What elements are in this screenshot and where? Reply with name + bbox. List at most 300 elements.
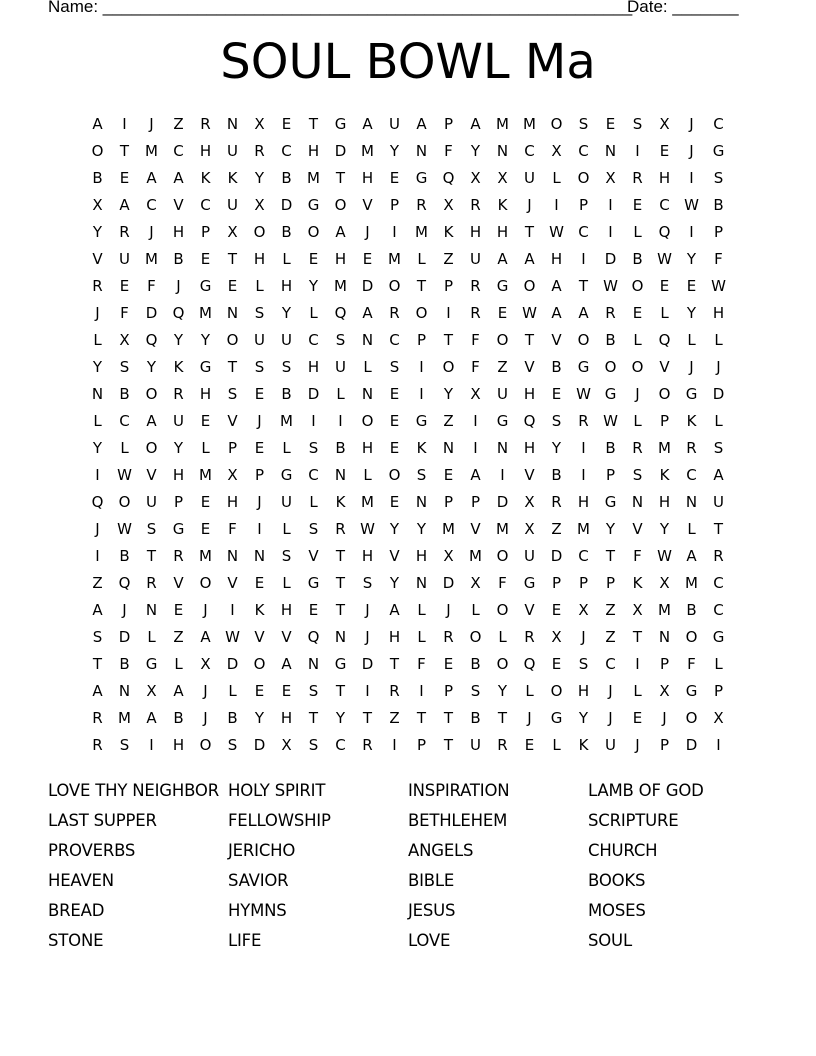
word-bank-item: BOOKS	[588, 871, 646, 890]
grid-letter: H	[712, 304, 725, 322]
grid-letter: E	[389, 493, 400, 511]
grid-letter: X	[281, 736, 292, 754]
grid-letter: V	[173, 196, 184, 214]
grid-letter: L	[147, 628, 156, 646]
grid-letter: C	[578, 223, 589, 241]
grid-letter: C	[281, 142, 292, 160]
grid-letter: D	[604, 250, 617, 268]
grid-letter: E	[605, 115, 616, 133]
grid-letter: X	[443, 196, 454, 214]
grid-letter: U	[524, 547, 535, 565]
grid-letter: O	[118, 493, 131, 511]
grid-letter: L	[498, 628, 507, 646]
grid-letter: X	[659, 682, 670, 700]
grid-letter: E	[659, 277, 670, 295]
grid-letter: H	[226, 493, 239, 511]
grid-letter: M	[415, 223, 428, 241]
grid-letter: E	[362, 250, 373, 268]
word-bank-item: HOLY SPIRIT	[228, 781, 326, 800]
grid-letter: J	[446, 601, 451, 619]
grid-letter: U	[281, 331, 292, 349]
grid-letter: D	[145, 304, 158, 322]
grid-letter: C	[659, 196, 670, 214]
grid-letter: N	[145, 601, 158, 619]
grid-letter: J	[662, 709, 667, 727]
grid-letter: R	[254, 142, 265, 160]
grid-letter: H	[361, 169, 374, 187]
grid-letter: X	[551, 142, 562, 160]
grid-letter: I	[689, 169, 694, 187]
grid-letter: I	[689, 223, 694, 241]
grid-letter: O	[199, 736, 212, 754]
grid-letter: I	[392, 736, 397, 754]
grid-letter: Y	[254, 709, 265, 727]
grid-letter: L	[363, 466, 372, 484]
grid-letter: F	[498, 574, 507, 592]
grid-letter: P	[578, 196, 589, 214]
grid-letter: I	[419, 682, 424, 700]
grid-row	[84, 678, 732, 705]
grid-letter: M	[199, 304, 212, 322]
grid-letter: L	[174, 655, 183, 673]
grid-letter: B	[227, 709, 238, 727]
grid-letter: L	[282, 520, 291, 538]
grid-letter: Y	[200, 331, 211, 349]
grid-letter: M	[199, 466, 212, 484]
grid-letter: E	[686, 277, 697, 295]
word-bank-row	[48, 776, 768, 806]
grid-letter: R	[416, 196, 427, 214]
grid-row	[84, 516, 732, 543]
grid-letter: N	[253, 547, 266, 565]
grid-letter: E	[119, 169, 130, 187]
grid-letter: V	[524, 358, 535, 376]
grid-letter: L	[282, 574, 291, 592]
grid-letter: X	[254, 115, 265, 133]
grid-letter: A	[281, 655, 292, 673]
grid-letter: G	[199, 277, 212, 295]
grid-letter: A	[92, 115, 103, 133]
grid-letter: L	[309, 304, 318, 322]
grid-letter: O	[334, 196, 347, 214]
grid-letter: L	[282, 250, 291, 268]
grid-letter: X	[578, 601, 589, 619]
grid-letter: C	[200, 196, 211, 214]
grid-letter: A	[200, 628, 211, 646]
word-bank-row	[48, 926, 768, 956]
grid-letter: L	[633, 412, 642, 430]
grid-letter: F	[147, 277, 156, 295]
grid-letter: U	[254, 331, 265, 349]
grid-letter: B	[119, 385, 130, 403]
grid-letter: Y	[416, 520, 427, 538]
grid-letter: H	[334, 250, 347, 268]
grid-letter: V	[551, 331, 562, 349]
grid-letter: P	[416, 331, 427, 349]
grid-letter: Q	[91, 493, 104, 511]
grid-letter: R	[713, 547, 724, 565]
grid-row	[84, 300, 732, 327]
grid-letter: G	[334, 655, 347, 673]
grid-letter: T	[119, 142, 130, 160]
word-bank-item: LOVE THY NEIGHBOR	[48, 781, 219, 800]
grid-letter: J	[635, 385, 640, 403]
grid-letter: W	[657, 250, 672, 268]
grid-letter: A	[686, 547, 697, 565]
grid-letter: N	[334, 466, 347, 484]
letter-grid	[84, 111, 732, 759]
grid-letter: C	[605, 655, 616, 673]
grid-letter: X	[227, 223, 238, 241]
grid-letter: I	[95, 547, 100, 565]
grid-letter: I	[419, 385, 424, 403]
grid-letter: O	[415, 304, 428, 322]
grid-letter: G	[496, 412, 509, 430]
grid-letter: M	[145, 250, 158, 268]
grid-letter: A	[335, 223, 346, 241]
word-bank-item: LAST SUPPER	[48, 811, 157, 830]
grid-letter: C	[146, 196, 157, 214]
grid-row	[84, 732, 732, 759]
grid-letter: R	[632, 439, 643, 457]
grid-letter: Y	[389, 520, 400, 538]
grid-letter: R	[146, 574, 157, 592]
grid-letter: K	[686, 412, 697, 430]
grid-letter: E	[227, 277, 238, 295]
grid-letter: R	[173, 547, 184, 565]
grid-letter: A	[470, 466, 481, 484]
grid-letter: G	[307, 574, 320, 592]
grid-row	[84, 138, 732, 165]
grid-letter: E	[632, 196, 643, 214]
date-field-label: Date: _______	[627, 0, 739, 16]
grid-letter: H	[199, 385, 212, 403]
grid-letter: T	[92, 655, 103, 673]
grid-letter: S	[713, 169, 724, 187]
grid-letter: H	[550, 250, 563, 268]
grid-letter: S	[281, 547, 292, 565]
grid-row	[84, 165, 732, 192]
grid-letter: S	[254, 304, 265, 322]
grid-letter: M	[496, 115, 509, 133]
grid-letter: B	[281, 169, 292, 187]
grid-letter: R	[443, 628, 454, 646]
grid-letter: P	[605, 574, 616, 592]
grid-letter: O	[253, 223, 266, 241]
name-field-label: Name: ________________________________________________________	[48, 0, 633, 16]
grid-letter: H	[577, 682, 590, 700]
grid-letter: X	[227, 466, 238, 484]
grid-letter: G	[685, 385, 698, 403]
word-bank-item: ANGELS	[408, 841, 474, 860]
grid-letter: G	[550, 709, 563, 727]
grid-letter: D	[280, 196, 293, 214]
grid-letter: Y	[686, 250, 697, 268]
grid-letter: X	[632, 601, 643, 619]
grid-letter: H	[523, 385, 536, 403]
grid-letter: P	[659, 655, 670, 673]
word-bank-item: JERICHO	[228, 841, 296, 860]
word-bank-item: SAVIOR	[228, 871, 289, 890]
grid-letter: J	[176, 277, 181, 295]
grid-letter: J	[149, 223, 154, 241]
grid-letter: J	[122, 601, 127, 619]
grid-row	[84, 381, 732, 408]
grid-letter: G	[415, 169, 428, 187]
grid-letter: H	[577, 493, 590, 511]
grid-letter: Q	[658, 223, 671, 241]
grid-letter: D	[496, 493, 509, 511]
grid-letter: C	[524, 142, 535, 160]
grid-letter: U	[227, 142, 238, 160]
grid-letter: K	[416, 439, 427, 457]
grid-letter: E	[389, 412, 400, 430]
grid-letter: E	[389, 439, 400, 457]
grid-letter: N	[496, 439, 509, 457]
grid-letter: G	[604, 493, 617, 511]
grid-letter: G	[523, 574, 536, 592]
grid-letter: W	[549, 223, 564, 241]
grid-letter: E	[389, 385, 400, 403]
grid-letter: L	[255, 277, 264, 295]
grid-letter: R	[470, 304, 481, 322]
grid-letter: O	[388, 277, 401, 295]
grid-letter: T	[335, 547, 346, 565]
grid-letter: W	[657, 547, 672, 565]
grid-letter: P	[551, 574, 562, 592]
grid-letter: E	[254, 439, 265, 457]
grid-letter: Q	[172, 304, 185, 322]
grid-letter: R	[92, 277, 103, 295]
grid-letter: L	[687, 331, 696, 349]
grid-letter: C	[119, 412, 130, 430]
grid-letter: O	[145, 439, 158, 457]
grid-letter: N	[415, 142, 428, 160]
grid-letter: O	[496, 547, 509, 565]
grid-letter: G	[334, 115, 347, 133]
grid-letter: R	[173, 385, 184, 403]
grid-letter: B	[632, 250, 643, 268]
grid-letter: A	[146, 412, 157, 430]
word-bank-item: INSPIRATION	[408, 781, 510, 800]
grid-letter: S	[713, 439, 724, 457]
grid-letter: L	[417, 628, 426, 646]
grid-letter: V	[227, 412, 238, 430]
grid-letter: A	[497, 250, 508, 268]
grid-letter: J	[689, 142, 694, 160]
word-bank-item: PROVERBS	[48, 841, 136, 860]
grid-letter: Z	[551, 520, 562, 538]
grid-letter: Y	[281, 304, 292, 322]
grid-letter: E	[308, 601, 319, 619]
grid-letter: H	[280, 601, 293, 619]
grid-letter: E	[308, 250, 319, 268]
grid-letter: S	[308, 439, 319, 457]
grid-letter: E	[497, 304, 508, 322]
grid-letter: O	[496, 655, 509, 673]
grid-letter: Q	[145, 331, 158, 349]
grid-letter: C	[173, 142, 184, 160]
grid-letter: L	[633, 223, 642, 241]
grid-letter: M	[577, 520, 590, 538]
grid-letter: E	[200, 250, 211, 268]
grid-letter: K	[632, 574, 643, 592]
grid-letter: S	[308, 520, 319, 538]
grid-letter: H	[172, 223, 185, 241]
grid-letter: E	[659, 142, 670, 160]
grid-letter: C	[686, 466, 697, 484]
grid-letter: L	[471, 601, 480, 619]
grid-letter: S	[119, 358, 130, 376]
grid-letter: E	[254, 574, 265, 592]
grid-row	[84, 435, 732, 462]
grid-letter: L	[363, 358, 372, 376]
grid-letter: H	[523, 439, 536, 457]
grid-letter: W	[711, 277, 726, 295]
grid-letter: G	[307, 196, 320, 214]
grid-letter: B	[281, 385, 292, 403]
grid-letter: T	[335, 601, 346, 619]
grid-letter: L	[417, 250, 426, 268]
grid-letter: B	[551, 466, 562, 484]
word-bank-item: SOUL	[588, 931, 632, 950]
grid-letter: O	[307, 223, 320, 241]
grid-letter: G	[172, 520, 185, 538]
grid-letter: W	[117, 520, 132, 538]
grid-letter: M	[442, 520, 455, 538]
grid-letter: B	[281, 223, 292, 241]
grid-letter: E	[281, 115, 292, 133]
grid-row	[84, 408, 732, 435]
grid-letter: T	[308, 709, 319, 727]
grid-letter: V	[524, 466, 535, 484]
grid-letter: Q	[307, 628, 320, 646]
grid-letter: H	[307, 142, 320, 160]
grid-letter: S	[119, 736, 130, 754]
grid-letter: I	[419, 358, 424, 376]
grid-letter: L	[282, 439, 291, 457]
grid-letter: M	[658, 601, 671, 619]
grid-letter: A	[362, 115, 373, 133]
grid-letter: S	[632, 115, 643, 133]
grid-letter: Y	[308, 277, 319, 295]
grid-letter: G	[145, 655, 158, 673]
grid-letter: O	[550, 682, 563, 700]
grid-letter: I	[230, 601, 235, 619]
grid-letter: I	[473, 412, 478, 430]
grid-letter: D	[361, 277, 374, 295]
grid-letter: T	[335, 574, 346, 592]
grid-row	[84, 597, 732, 624]
grid-letter: U	[524, 169, 535, 187]
word-bank-item: CHURCH	[588, 841, 658, 860]
grid-letter: L	[687, 520, 696, 538]
grid-letter: A	[119, 196, 130, 214]
grid-letter: O	[253, 655, 266, 673]
grid-letter: A	[92, 601, 103, 619]
word-bank-row	[48, 806, 768, 836]
grid-letter: N	[658, 628, 671, 646]
grid-letter: P	[713, 223, 724, 241]
grid-letter: J	[716, 358, 721, 376]
grid-letter: Z	[92, 574, 103, 592]
grid-letter: B	[92, 169, 103, 187]
grid-letter: V	[632, 520, 643, 538]
grid-letter: N	[496, 142, 509, 160]
grid-letter: E	[254, 682, 265, 700]
grid-letter: U	[119, 250, 130, 268]
grid-letter: O	[577, 331, 590, 349]
grid-letter: Z	[497, 358, 508, 376]
grid-letter: S	[335, 331, 346, 349]
grid-letter: R	[524, 628, 535, 646]
grid-letter: M	[496, 520, 509, 538]
grid-row	[84, 489, 732, 516]
grid-letter: T	[443, 709, 454, 727]
grid-letter: S	[389, 358, 400, 376]
grid-letter: B	[470, 709, 481, 727]
grid-letter: J	[527, 709, 532, 727]
grid-row	[84, 327, 732, 354]
grid-letter: Q	[523, 412, 536, 430]
grid-letter: V	[308, 547, 319, 565]
grid-letter: S	[227, 385, 238, 403]
grid-letter: R	[632, 169, 643, 187]
grid-letter: P	[659, 412, 670, 430]
grid-letter: T	[362, 709, 373, 727]
grid-letter: I	[554, 196, 559, 214]
grid-letter: X	[713, 709, 724, 727]
grid-letter: U	[227, 196, 238, 214]
grid-letter: I	[149, 736, 154, 754]
grid-letter: S	[308, 736, 319, 754]
grid-letter: M	[658, 439, 671, 457]
grid-letter: P	[443, 682, 454, 700]
grid-letter: F	[444, 142, 453, 160]
grid-letter: H	[307, 358, 320, 376]
grid-letter: L	[714, 412, 723, 430]
grid-letter: F	[417, 655, 426, 673]
grid-letter: I	[581, 466, 586, 484]
grid-letter: B	[605, 331, 616, 349]
grid-letter: I	[716, 736, 721, 754]
grid-letter: R	[605, 304, 616, 322]
grid-letter: J	[365, 223, 370, 241]
grid-letter: T	[227, 358, 238, 376]
grid-letter: W	[360, 520, 375, 538]
grid-letter: I	[311, 412, 316, 430]
grid-letter: M	[685, 574, 698, 592]
grid-letter: K	[443, 223, 454, 241]
grid-letter: S	[227, 736, 238, 754]
grid-letter: D	[712, 385, 725, 403]
grid-row	[84, 273, 732, 300]
grid-letter: A	[470, 115, 481, 133]
grid-row	[84, 192, 732, 219]
grid-letter: T	[335, 682, 346, 700]
grid-letter: I	[473, 439, 478, 457]
grid-letter: G	[199, 358, 212, 376]
grid-letter: A	[713, 466, 724, 484]
grid-letter: S	[632, 466, 643, 484]
grid-letter: I	[95, 466, 100, 484]
grid-letter: I	[500, 466, 505, 484]
grid-letter: D	[253, 736, 266, 754]
grid-letter: F	[687, 655, 696, 673]
word-bank-item: BETHLEHEM	[408, 811, 508, 830]
grid-letter: I	[581, 250, 586, 268]
grid-letter: L	[93, 331, 102, 349]
